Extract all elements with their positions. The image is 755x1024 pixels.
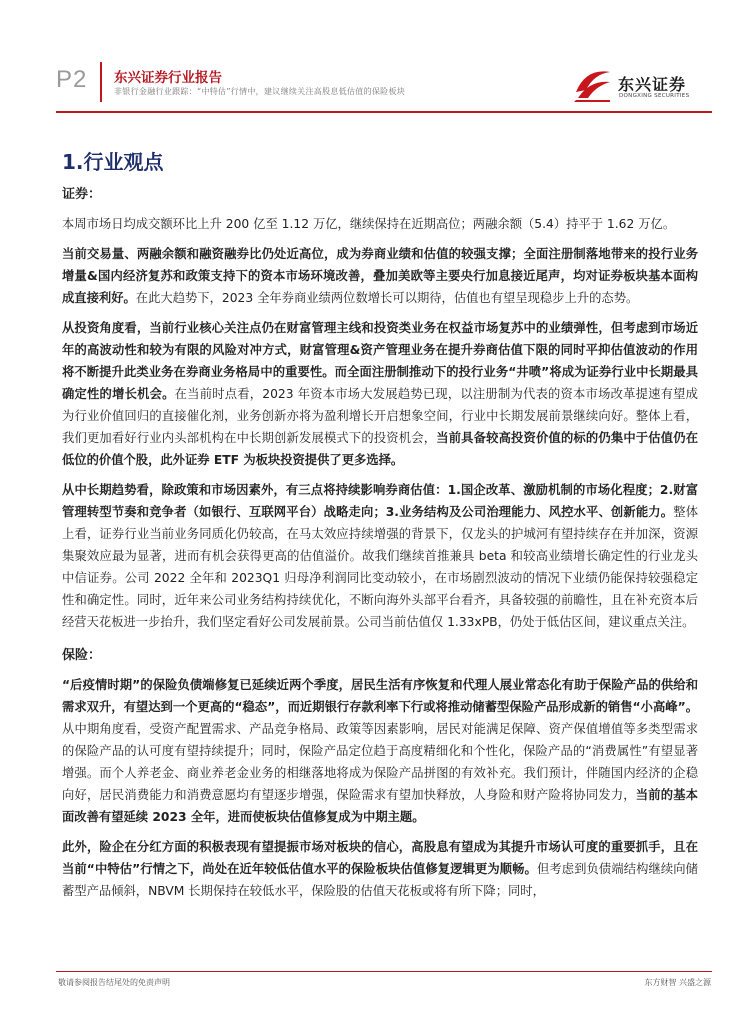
report-body [62,186,698,910]
logo-text-en: DONGXING SECURITIES [619,93,690,99]
report-title: 东兴证券行业报告 [114,70,222,86]
securities-heading: 证券： [62,187,102,202]
insurance-paragraph-1: “后疫情时期”的保险负债端修复已延续近两个季度，居民生活有序恢复和代理人展业常态化有助于保险产品的供给和需求双升，有望达到一个更高的“稳态”，而近期银行存款利率下行或将推动储蓄型保险产品形成新的销售“小高峰”。从中期角度看，受资产配置需求、产品竞争格局、政策等因素影响，居民对能满足保障、资产保值增值等多类型需求的保险产品的认可度有望持续提升；同时，保险产品定位趋于高度精细化和个性化，保险产品的“消费属性”有望显著增强。而个人养老金、商业养老金业务的相继落地将成为保险产品拼图的有效补充。我们预计，伴随国内经济的企稳向好，居民消费能力和消费意愿均有望逐步增强，保险需求有望加快释放，人身险和财产险将协同发力，当前的基本面改善有望延续 2023 全年，进而使板块估值修复成为中期主题。 [62,678,698,824]
page-number: P2 [56,66,88,93]
securities-paragraph-4: 从中长期趋势看，除政策和市场因素外，有三点将持续影响券商估值：1.国企改革、激励机制的市场化程度；2.财富管理转型节奏和竞争者（如银行、互联网平台）战略走向；3.业务结构及公司治理能力、风控水平、创新能力。整体上看，证券行业当前业务同质化仍较高，在马太效应持续增强的背景下，仅龙头的护城河有望持续存在并加深，资源集聚效应最为显著，进而有机会获得更高的估值溢价。故我们继续首推兼具 beta 和较高业绩增长确定性的行业龙头中信证券。公司 2022 全年和 2023Q1 归母净利润同比变动较小，在市场剧烈波动的情况下业绩仍能保持较强稳定性和确定性。同时，近年来公司业务结构持续优化，不断向海外头部平台看齐，具备较强的前瞻性，且在补充资本后经营天花板进一步抬升，我们坚定看好公司发展前景。公司当前估值仅 1.33xPB，仍处于低估区间，建议重点关注。 [62,483,698,629]
footer-disclaimer: 敬请参阅报告结尾处的免责声明 [58,978,170,987]
insurance-heading: 保险： [62,648,102,663]
footer-rule [56,971,712,972]
logo-text-cn: 东兴证券 [618,75,687,94]
insurance-paragraph-2: 此外，险企在分红方面的积极表现有望提振市场对板块的信心，高股息有望成为其提升市场认可度的重要抓手，且在当前“中特估”行情之下，尚处在近年较低估值水平的保险板块估值修复逻辑更为顺畅。但考虑到负债端结构继续向储蓄型产品倾斜，NBVM 长期保持在较低水平，保险股的估值天花板或将有所下降；同时， [62,840,698,898]
company-logo [572,62,712,106]
header-rule [56,111,712,113]
securities-paragraph-3: 从投资角度看，当前行业核心关注点仍在财富管理主线和投资类业务在权益市场复苏中的业绩弹性，但考虑到市场近年的高波动性和较为有限的风险对冲方式，财富管理&资产管理业务在提升券商估值下限的同时平抑估值波动的作用将不断提升此类业务在券商业务格局中的重要性。而全面注册制推动下的投行业务“井喷”将成为证券行业中长期最具确定性的增长机会。在当前时点看，2023 年资本市场大发展趋势已现，以注册制为代表的资本市场改革提速有望成为行业价值回归的直接催化剂，业务创新亦将为盈利增长开启想象空间，行业中长期发展前景继续向好。整体上看，我们更加看好行业内头部机构在中长期创新发展模式下的投资机会，当前具备较高投资价值的标的仍集中于估值仍在低位的价值个股，此外证券 ETF 为板块投资提供了更多选择。 [62,321,698,467]
section-title: 1.行业观点 [62,150,164,174]
footer-slogan: 东方财智 兴盛之源 [644,978,711,987]
report-subtitle: 非银行金融行业跟踪：“中特估”行情中，建议继续关注高股息低估值的保险板块 [114,87,406,96]
logo-mark-icon [572,64,614,104]
securities-paragraph-1: 本周市场日均成交额环比上升 200 亿至 1.12 万亿，继续保持在近期高位；两融余额（5.4）持平于 1.62 万亿。 [62,217,676,231]
header-divider [100,62,102,102]
securities-paragraph-2: 当前交易量、两融余额和融资融券比仍处近高位，成为券商业绩和估值的较强支撑；全面注册制落地带来的投行业务增量&国内经济复苏和政策支持下的资本市场环境改善，叠加美欧等主要央行加息接近尾声，均对证券板块基本面构成直接利好。在此大趋势下，2023 全年券商业绩两位数增长可以期待，估值也有望呈现稳步上升的态势。 [62,247,698,305]
